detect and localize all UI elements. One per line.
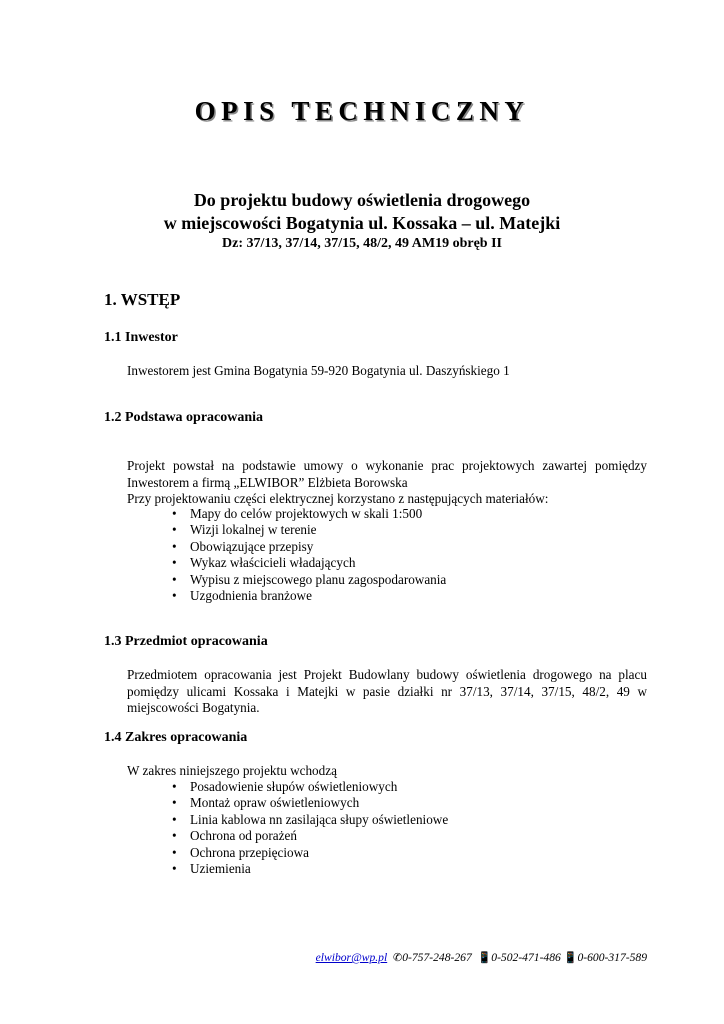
section-heading-subject: 1.3 Przedmiot opracowania	[104, 634, 268, 649]
section-heading-intro: 1. WSTĘP	[104, 290, 181, 309]
list-item: • Obowiązujące przepisy	[127, 539, 446, 555]
list-item: • Wizji lokalnej w terenie	[127, 522, 446, 538]
section-heading-investor: 1.1 Inwestor	[104, 330, 178, 345]
subtitle-line-1: Do projektu budowy oświetlenia drogowego	[193, 190, 531, 210]
document-title: OPIS TECHNICZNY	[194, 96, 530, 126]
list-item: • Uziemienia	[127, 861, 448, 877]
list-item: • Wypisu z miejscowego planu zagospodarowania	[127, 572, 446, 588]
basis-line-1: Projekt powstał na podstawie umowy o wykonanie prac projektowych zawartej pomiędzy	[127, 458, 647, 473]
subject-line-2: pomiędzy ulicami Kossaka i Matejki w pasie działki nr 37/13, 37/14, 37/15, 48/2, 49 w	[127, 683, 647, 699]
investor-text: Inwestorem jest Gmina Bogatynia 59-920 Bogatynia ul. Daszyńskiego 1	[127, 363, 510, 378]
list-item: • Mapy do celów projektowych w skali 1:500	[127, 506, 446, 522]
mobile-number-1: 0-502-471-486	[491, 951, 561, 964]
phone-number: 0-757-248-267	[402, 951, 472, 964]
list-item: • Montaż opraw oświetleniowych	[127, 795, 448, 811]
mobile-number-2: 0-600-317-589	[577, 951, 647, 964]
scope-list	[127, 779, 448, 877]
footer-contact	[300, 951, 647, 964]
section-heading-scope: 1.4 Zakres opracowania	[104, 730, 248, 745]
section-heading-basis: 1.2 Podstawa opracowania	[104, 410, 264, 425]
list-item: • Posadowienie słupów oświetleniowych	[127, 779, 448, 795]
list-item: • Linia kablowa nn zasilająca słupy oświetleniowe	[127, 812, 448, 828]
subtitle-line-2: w miejscowości Bogatynia ul. Kossaka – ul. Matejki	[163, 213, 561, 233]
scope-intro: W zakres niniejszego projektu wchodzą	[127, 763, 337, 778]
email-link[interactable]: elwibor@wp.pl	[315, 951, 388, 964]
list-item: • Ochrona przepięciowa	[127, 845, 448, 861]
telephone-icon: ✆	[392, 952, 403, 964]
subject-line-1: Przedmiotem opracowania jest Projekt Budowlany budowy oświetlenia drogowego na placu	[127, 667, 647, 682]
mobile-phone-icon: 📱	[563, 952, 578, 964]
mobile-phone-icon: 📱	[477, 952, 492, 964]
list-item: • Wykaz właścicieli władających	[127, 555, 446, 571]
list-item: • Uzgodnienia branżowe	[127, 588, 446, 604]
list-item: • Ochrona od porażeń	[127, 828, 448, 844]
subtitle-line-3: Dz: 37/13, 37/14, 37/15, 48/2, 49 AM19 obręb II	[222, 236, 502, 251]
basis-line-3: Przy projektowaniu części elektrycznej korzystano z następujących materiałów:	[127, 491, 549, 506]
materials-list	[127, 506, 446, 604]
basis-paragraph	[127, 458, 647, 508]
subject-paragraph	[127, 667, 647, 717]
subject-line-3: miejscowości Bogatynia.	[127, 700, 260, 715]
basis-line-2: Inwestorem a firmą „ELWIBOR” Elżbieta Borowska	[127, 474, 408, 490]
